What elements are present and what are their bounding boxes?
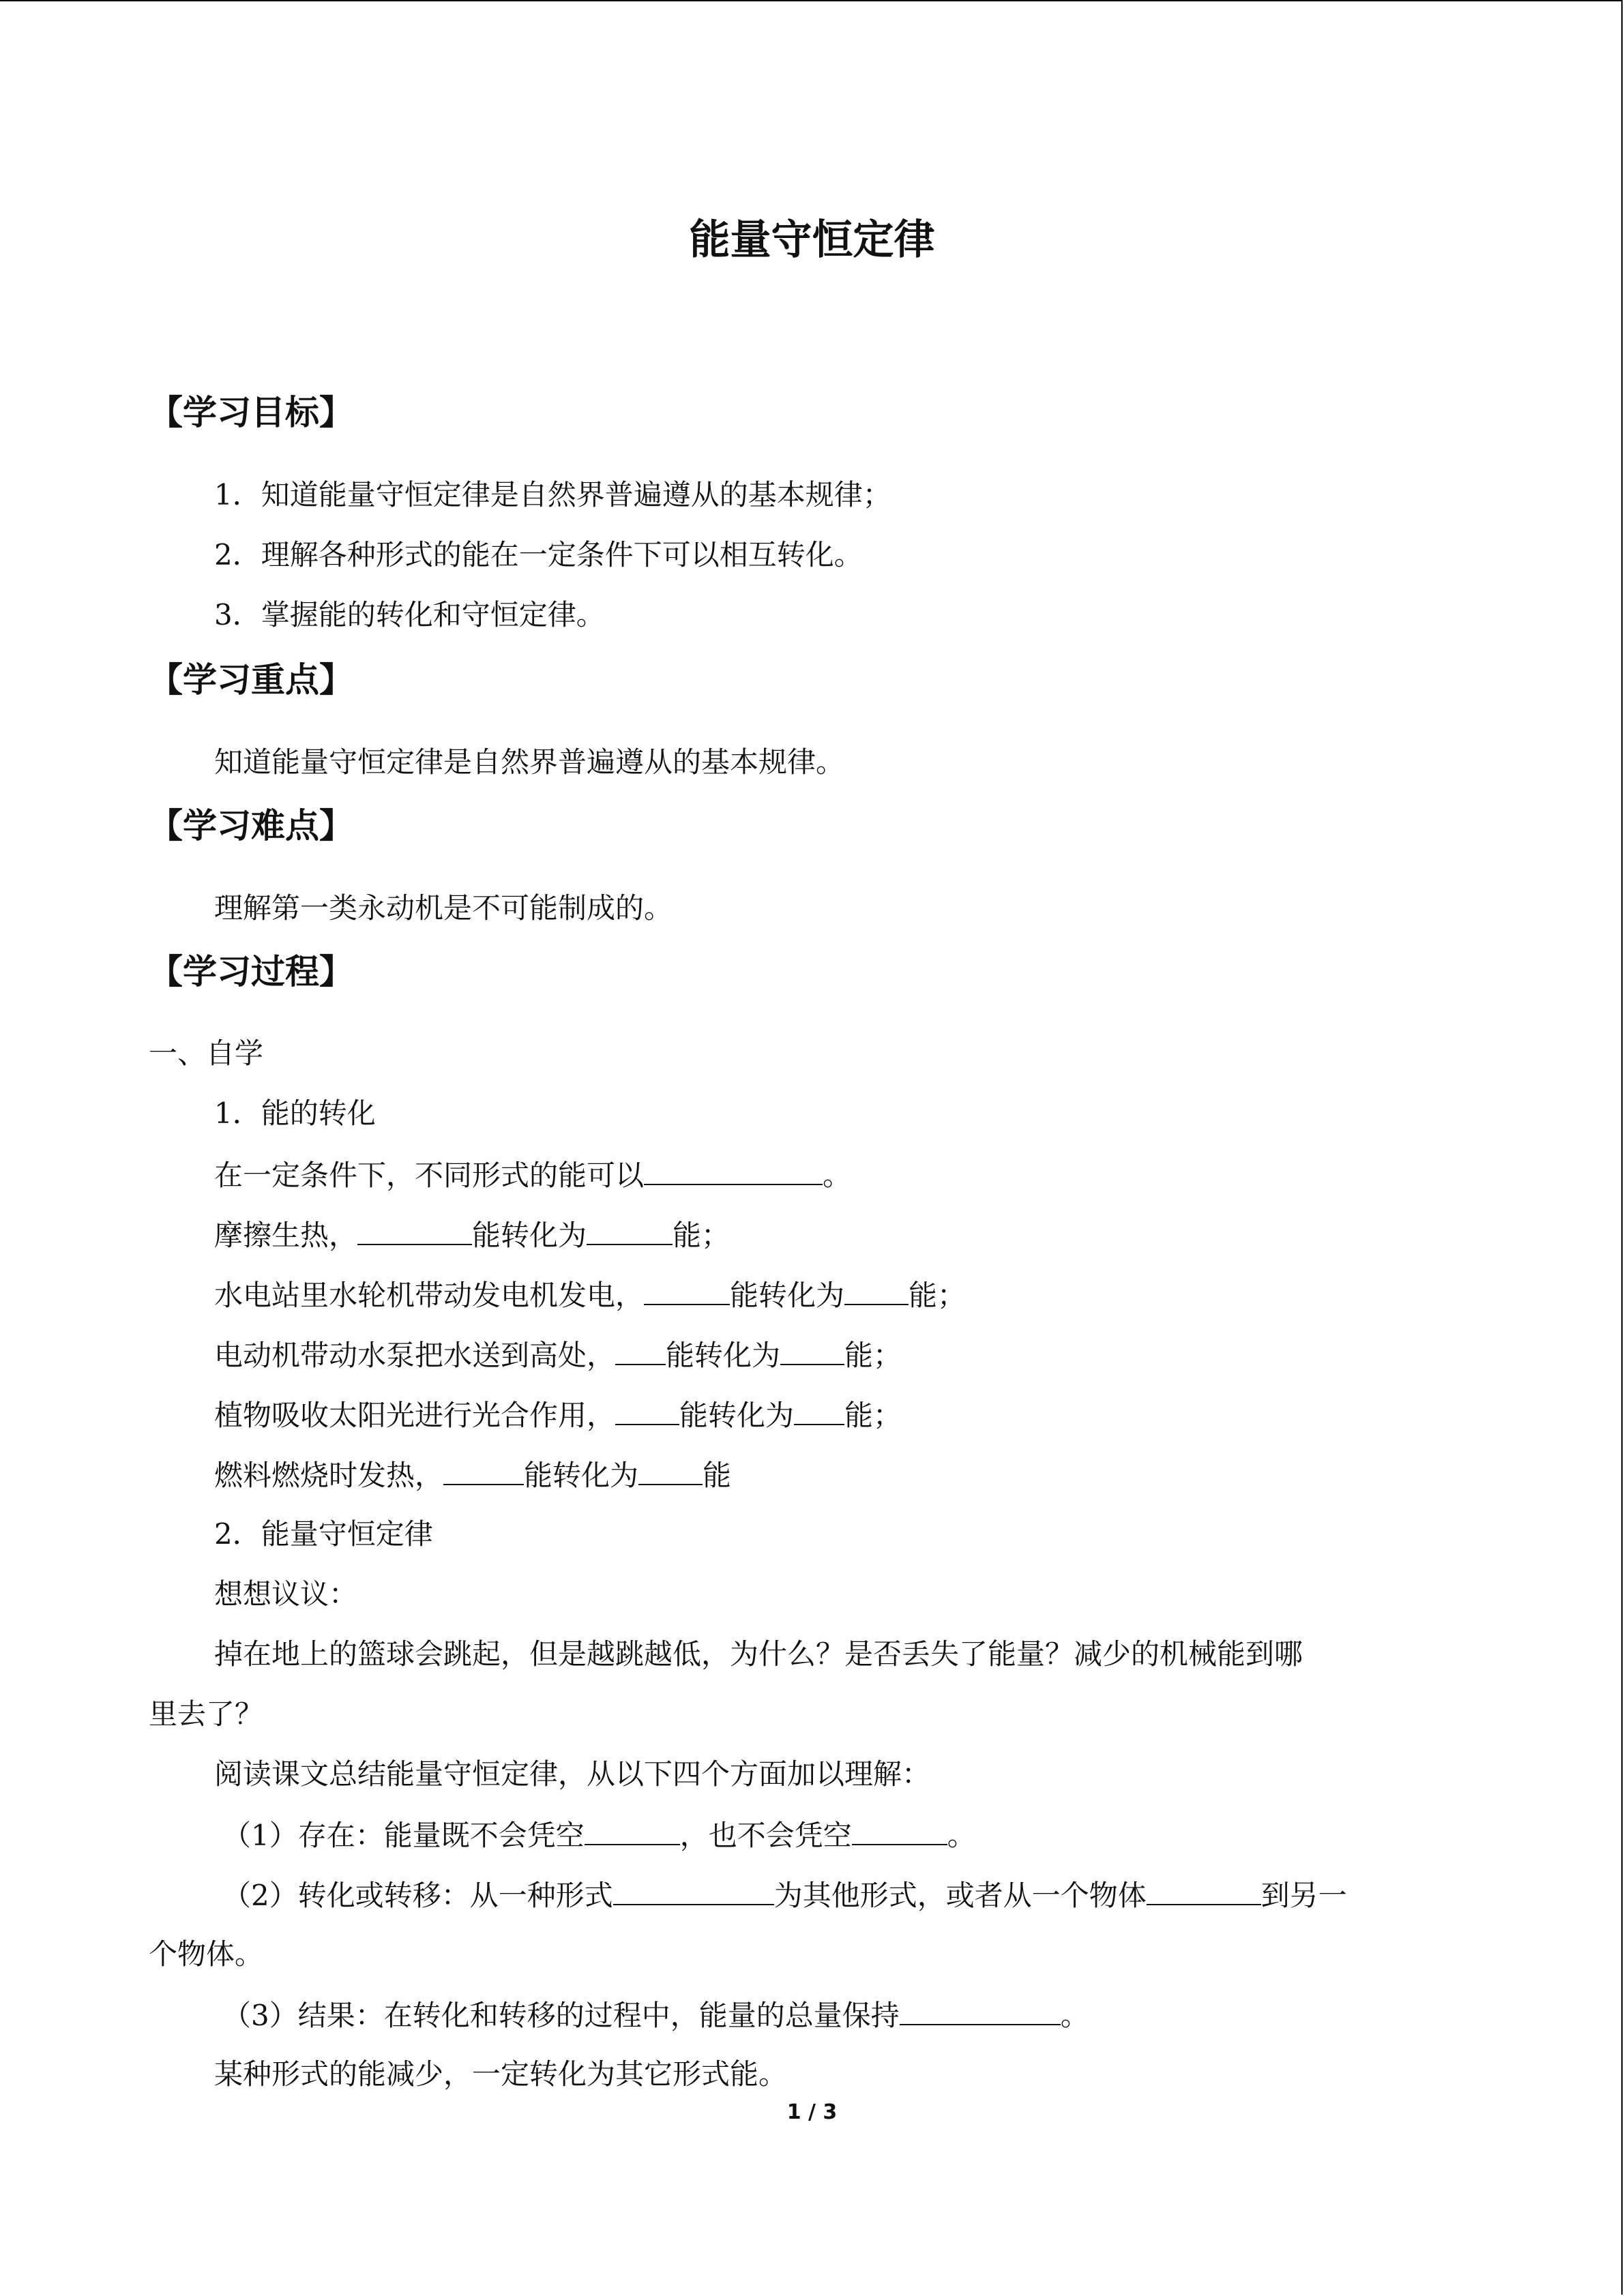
fill-line-6 — [214, 1454, 731, 1496]
text: 在一定条件下，不同形式的能可以 — [214, 1159, 645, 1192]
subheading-energy-conservation: 2．能量守恒定律 — [214, 1517, 433, 1551]
blank-field[interactable] — [615, 1334, 666, 1365]
page-number: 1 / 3 — [786, 2100, 838, 2124]
goal-1: 1．知道能量守恒定律是自然界普遍遵从的基本规律； — [214, 478, 891, 511]
text: 能； — [909, 1279, 966, 1312]
text: 能转化为 — [524, 1459, 639, 1492]
blank-field[interactable] — [780, 1334, 844, 1365]
goal-2: 2．理解各种形式的能在一定条件下可以相互转化。 — [214, 538, 863, 571]
blank-field[interactable] — [1147, 1874, 1261, 1905]
part-self-study: 一、自学 — [149, 1037, 264, 1070]
text: 摩擦生热， — [214, 1219, 358, 1252]
blank-field[interactable] — [615, 1394, 679, 1425]
page-title: 能量守恒定律 — [689, 216, 935, 264]
focus-text: 知道能量守恒定律是自然界普遍遵从的基本规律。 — [214, 745, 845, 779]
fill-line-5 — [214, 1394, 902, 1436]
text: 到另一 — [1260, 1879, 1347, 1912]
text: 能转化为 — [472, 1219, 587, 1252]
fill-line-4 — [214, 1334, 902, 1376]
think-discuss: 想想议议： — [214, 1577, 358, 1611]
text: 电动机带动水泵把水送到高处， — [214, 1339, 616, 1372]
fill-line-1 — [214, 1154, 851, 1196]
text: 植物吸收太阳光进行光合作用， — [214, 1399, 616, 1432]
text: 能转化为 — [730, 1279, 845, 1312]
text: （2）转化或转移：从一种形式 — [222, 1879, 613, 1912]
text: （3）结果：在转化和转移的过程中，能量的总量保持 — [222, 1999, 900, 2032]
blank-field[interactable] — [900, 1994, 1061, 2025]
text: 。 — [1060, 1999, 1089, 2032]
section-goals: 【学习目标】 — [149, 393, 353, 432]
blank-field[interactable] — [794, 1394, 844, 1425]
point-2 — [222, 1874, 1347, 1916]
blank-field[interactable] — [638, 1454, 703, 1485]
blank-field[interactable] — [644, 1274, 730, 1305]
difficulty-text: 理解第一类永动机是不可能制成的。 — [214, 891, 673, 925]
point-1 — [222, 1814, 976, 1856]
fill-line-2 — [214, 1214, 730, 1256]
point-2-cont: 个物体。 — [149, 1937, 264, 1971]
text: ，也不会凭空 — [679, 1819, 852, 1852]
section-focus: 【学习重点】 — [149, 660, 353, 700]
text: 能； — [844, 1399, 902, 1432]
subheading-energy-conversion: 1．能的转化 — [214, 1097, 376, 1130]
text: 为其他形式，或者从一个物体 — [773, 1879, 1147, 1912]
text: （1）存在：能量既不会凭空 — [222, 1819, 585, 1852]
point-3 — [222, 1994, 1089, 2036]
section-process: 【学习过程】 — [149, 952, 353, 992]
closing-text: 某种形式的能减少，一定转化为其它形式能。 — [214, 2057, 788, 2091]
section-difficulty: 【学习难点】 — [149, 806, 353, 846]
blank-field[interactable] — [587, 1214, 673, 1245]
blank-field[interactable] — [443, 1454, 524, 1485]
text: 水电站里水轮机带动发电机发电， — [214, 1279, 645, 1312]
blank-field[interactable] — [585, 1814, 680, 1845]
text: 能 — [703, 1459, 732, 1492]
blank-field[interactable] — [844, 1274, 909, 1305]
text: 能转化为 — [679, 1399, 795, 1432]
text: 。 — [823, 1159, 852, 1192]
blank-field[interactable] — [357, 1214, 472, 1245]
text: 能； — [673, 1219, 730, 1252]
text: 。 — [947, 1819, 976, 1852]
read-instruction: 阅读课文总结能量守恒定律，从以下四个方面加以理解： — [214, 1757, 931, 1791]
question-text: 掉在地上的篮球会跳起，但是越跳越低，为什么？是否丢失了能量？减少的机械能到哪 — [214, 1637, 1303, 1671]
blank-field[interactable] — [613, 1874, 774, 1905]
fill-line-3 — [214, 1274, 966, 1316]
text: 能转化为 — [666, 1339, 781, 1372]
goal-3: 3．掌握能的转化和守恒定律。 — [214, 598, 605, 631]
blank-field[interactable] — [852, 1814, 947, 1845]
blank-field[interactable] — [644, 1154, 823, 1185]
text: 燃料燃烧时发热， — [214, 1459, 444, 1492]
question-text-cont: 里去了？ — [149, 1697, 264, 1731]
text: 能； — [844, 1339, 902, 1372]
